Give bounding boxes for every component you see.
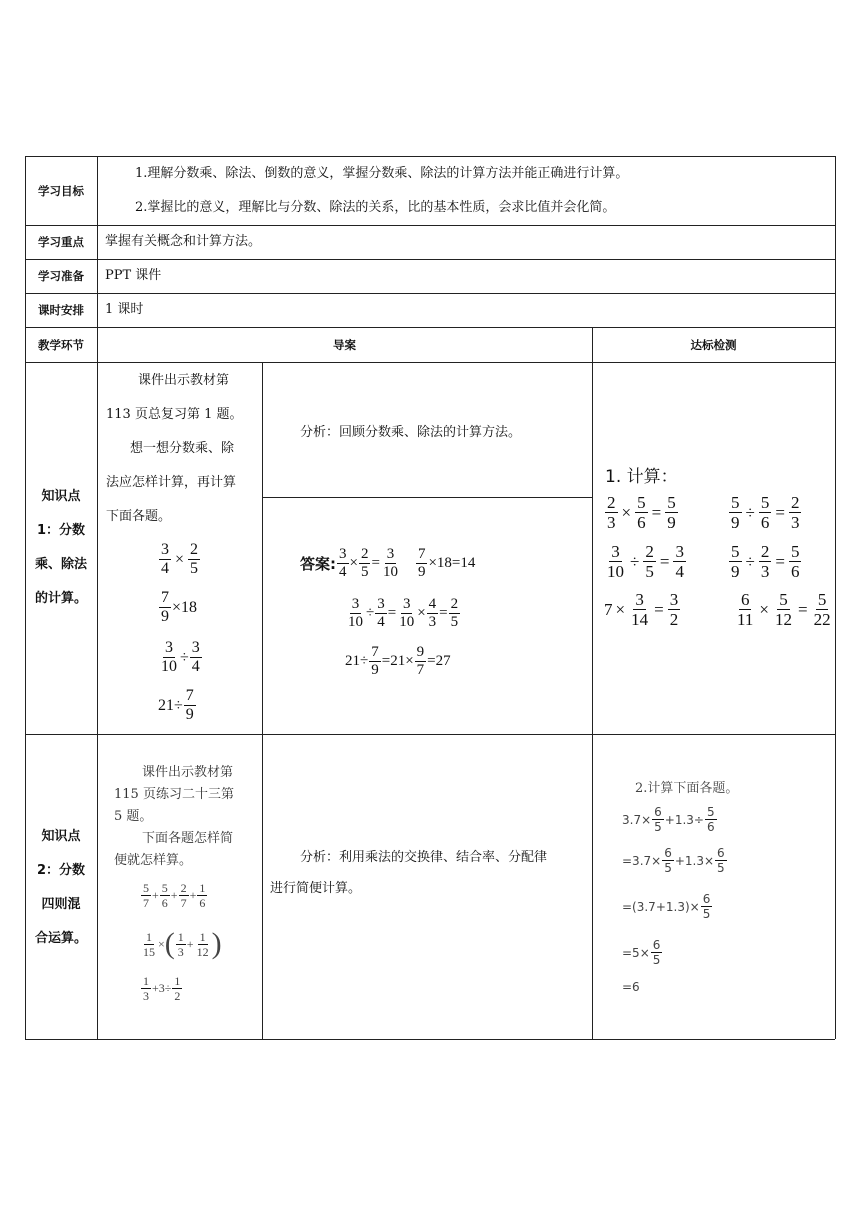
step-4: =5× $\frac{6}{5}$ — [622, 938, 661, 967]
fraction: $\frac{6}{5}$ — [652, 938, 661, 967]
goal-1: 1.理解分数乘、除法、倒数的意义，掌握分数乘、除法的计算方法并能正确进行计算。 — [135, 166, 629, 181]
focus-label: 学习重点 — [38, 235, 84, 249]
fraction: $\frac{5}{12}$ — [774, 590, 792, 629]
fraction: $\frac{2}{3}$ — [607, 493, 616, 532]
fraction: $\frac{5}{9}$ — [731, 542, 740, 581]
section2-instructions — [114, 762, 260, 872]
prep-text: PPT 课件 — [105, 268, 162, 283]
fraction: $\frac{3}{4}$ — [675, 542, 684, 581]
header-check: 达标检测 — [690, 337, 737, 352]
fraction: $\frac{6}{11}$ — [737, 590, 754, 629]
fraction: $\frac{5}{6}$ — [706, 805, 715, 834]
goal-2: 2.掌握比的意义，理解比与分数、除法的关系，比的基本性质，会求比值并会化简。 — [135, 200, 616, 215]
answer-line-2: 3 10 ÷ 3 4 = 3 10 × 4 3 = 2 5 — [348, 596, 459, 630]
answer-line-1: 答案: 3 4 × 2 5 = 3 10 7 9 × 18 = 14 — [300, 546, 476, 580]
section2-analysis — [270, 842, 590, 904]
section1-check-title: 1. 计算： — [605, 467, 678, 487]
section1-label-line: 的计算。 — [34, 591, 87, 606]
fraction: $\frac{3}{10}$ — [607, 542, 624, 581]
section2-check-title: 2.计算下面各题。 — [635, 781, 739, 796]
fraction: 2 5 — [360, 546, 369, 580]
problem-mixed-1: 5 7 + 5 6 + 2 7 + 1 6 — [143, 881, 206, 910]
answer-line-3: 21 ÷ 7 9 = 21 × 9 7 = 27 — [345, 644, 451, 678]
step-3: =(3.7+1.3)× $\frac{6}{5}$ — [622, 892, 711, 921]
check-item-5: 7 × $\frac{3}{14}$ = $\frac{3}{2}$ — [604, 590, 679, 629]
table-line — [97, 156, 98, 1039]
section2-label-line: 知识点 — [41, 829, 81, 844]
fraction: $\frac{6}{5}$ — [717, 846, 725, 875]
section1-label-line: 乘、除法 — [34, 557, 87, 572]
fraction: 3 4 — [339, 546, 347, 580]
focus-text: 掌握有关概念和计算方法。 — [105, 234, 262, 249]
step-2: =3.7× $\frac{6}{5}$ +1.3× $\frac{6}{5}$ — [622, 846, 725, 875]
instruction-line: 113 页总复习第 1 题。 — [106, 407, 243, 422]
fraction: $\frac{3}{14}$ — [631, 590, 649, 629]
prep-label: 学习准备 — [38, 269, 84, 283]
fraction: $\frac{5}{6}$ — [790, 542, 800, 581]
table-line — [262, 497, 592, 498]
fraction: $\frac{5}{22}$ — [813, 590, 831, 629]
instruction-line: 法应怎样计算，再计算 — [106, 475, 237, 490]
fraction: $\frac{3}{4}$ — [161, 541, 169, 577]
table-line — [262, 362, 263, 1039]
table-line — [25, 734, 835, 735]
fraction: $\frac{5}{9}$ — [667, 493, 676, 532]
fraction: 2 7 — [180, 881, 187, 910]
section2-label-line: 合运算。 — [34, 931, 87, 946]
problem-1: $\frac{3}{4}$ × $\frac{2}{5}$ — [161, 541, 199, 577]
fraction: $\frac{5}{6}$ — [637, 493, 646, 532]
fraction: $\frac{6}{5}$ — [654, 805, 662, 834]
check-item-6: $\frac{6}{11}$ × $\frac{5}{12}$ = $\frac{5}{22}$ — [737, 590, 831, 629]
fraction: $\frac{7}{9}$ — [185, 687, 194, 723]
fraction: $\frac{6}{5}$ — [664, 846, 672, 875]
fraction: 1 3 — [143, 974, 149, 1003]
section2-label-line: 2：分数 — [36, 863, 86, 878]
section1-label-line: 1：分数 — [36, 523, 86, 538]
fraction: $\frac{6}{5}$ — [702, 892, 711, 921]
fraction: $\frac{3}{10}$ — [161, 639, 177, 675]
fraction: 4 3 — [428, 596, 437, 630]
fraction: 1 6 — [199, 881, 206, 910]
instruction-line: 便就怎样算。 — [114, 853, 193, 868]
section2-label-line: 四则混 — [41, 897, 81, 912]
goals-label: 学习目标 — [38, 183, 84, 198]
step-1: 3.7× $\frac{6}{5}$ +1.3÷ $\frac{5}{6}$ — [622, 805, 715, 834]
analysis-line: 分析：利用乘法的交换律、结合率、分配律 — [300, 850, 548, 865]
fraction: 3 10 — [399, 596, 415, 630]
check-item-1: $\frac{2}{3}$ × $\frac{5}{6}$ = $\frac{5}{9}$ — [607, 493, 676, 532]
fraction: 5 7 — [143, 881, 149, 910]
problem-mixed-2: 1 15 × ( 1 3 + 1 12 ) — [143, 927, 222, 960]
table-line — [25, 362, 835, 363]
instruction-line: 课件出示教材第 — [142, 765, 234, 780]
header-stage: 教学环节 — [38, 337, 84, 352]
fraction: 1 12 — [196, 929, 209, 959]
instruction-line: 下面各题怎样简 — [142, 831, 234, 846]
check-item-4: $\frac{5}{9}$ ÷ $\frac{2}{3}$ = $\frac{5}{6}$ — [731, 542, 800, 581]
fraction: 7 9 — [417, 546, 426, 580]
answer-label: 答案: — [300, 555, 336, 573]
fraction: 1 3 — [177, 929, 184, 959]
table-border-right — [835, 156, 836, 1039]
fraction: $\frac{3}{2}$ — [669, 590, 679, 629]
fraction: 1 2 — [174, 974, 181, 1003]
fraction: $\frac{2}{3}$ — [790, 493, 800, 532]
fraction: 9 7 — [416, 644, 425, 678]
fraction: 2 5 — [450, 596, 459, 630]
section1-label-line: 知识点 — [41, 489, 81, 504]
section1-instructions — [106, 364, 258, 534]
fraction: 5 6 — [161, 881, 168, 910]
fraction: $\frac{3}{4}$ — [191, 639, 200, 675]
check-item-2: $\frac{5}{9}$ ÷ $\frac{5}{6}$ = $\frac{2}{3}$ — [731, 493, 800, 532]
problem-4: 21 ÷ $\frac{7}{9}$ — [158, 687, 194, 723]
fraction: 1 15 — [143, 929, 155, 959]
analysis-line: 进行简便计算。 — [270, 881, 362, 896]
instruction-line: 115 页练习二十三第 — [114, 787, 234, 802]
section1-label — [25, 480, 97, 616]
fraction: $\frac{2}{5}$ — [645, 542, 654, 581]
fraction: $\frac{7}{9}$ — [161, 589, 169, 625]
schedule-label: 课时安排 — [38, 303, 84, 317]
table-line — [25, 293, 835, 294]
schedule-text: 1 课时 — [105, 302, 144, 317]
fraction: $\frac{2}{3}$ — [760, 542, 770, 581]
instruction-line: 想一想分数乘、除 — [130, 441, 235, 456]
problem-3: $\frac{3}{10}$ ÷ $\frac{3}{4}$ — [161, 639, 200, 675]
check-item-3: $\frac{3}{10}$ ÷ $\frac{2}{5}$ = $\frac{3}{4}$ — [607, 542, 684, 581]
header-guide: 导案 — [333, 337, 356, 352]
section1-analysis: 分析：回顾分数乘、除法的计算方法。 — [300, 425, 522, 440]
fraction: $\frac{5}{6}$ — [760, 493, 770, 532]
fraction: $\frac{5}{9}$ — [731, 493, 740, 532]
fraction: $\frac{2}{5}$ — [190, 541, 199, 577]
instruction-line: 课件出示教材第 — [138, 373, 230, 388]
instruction-line: 5 题。 — [114, 809, 153, 824]
problem-2: $\frac{7}{9}$ × 18 — [161, 589, 198, 625]
problem-mixed-3: 1 3 + 3 ÷ 1 2 — [143, 974, 181, 1003]
step-5: =6 — [622, 980, 640, 994]
fraction: 3 10 — [348, 596, 363, 630]
section2-label — [25, 820, 97, 956]
fraction: 3 10 — [382, 546, 398, 580]
table-line — [592, 327, 593, 1039]
instruction-line: 下面各题。 — [106, 509, 172, 524]
table-border-bottom — [25, 1039, 835, 1040]
fraction: 3 4 — [377, 596, 385, 630]
fraction: 7 9 — [371, 644, 379, 678]
